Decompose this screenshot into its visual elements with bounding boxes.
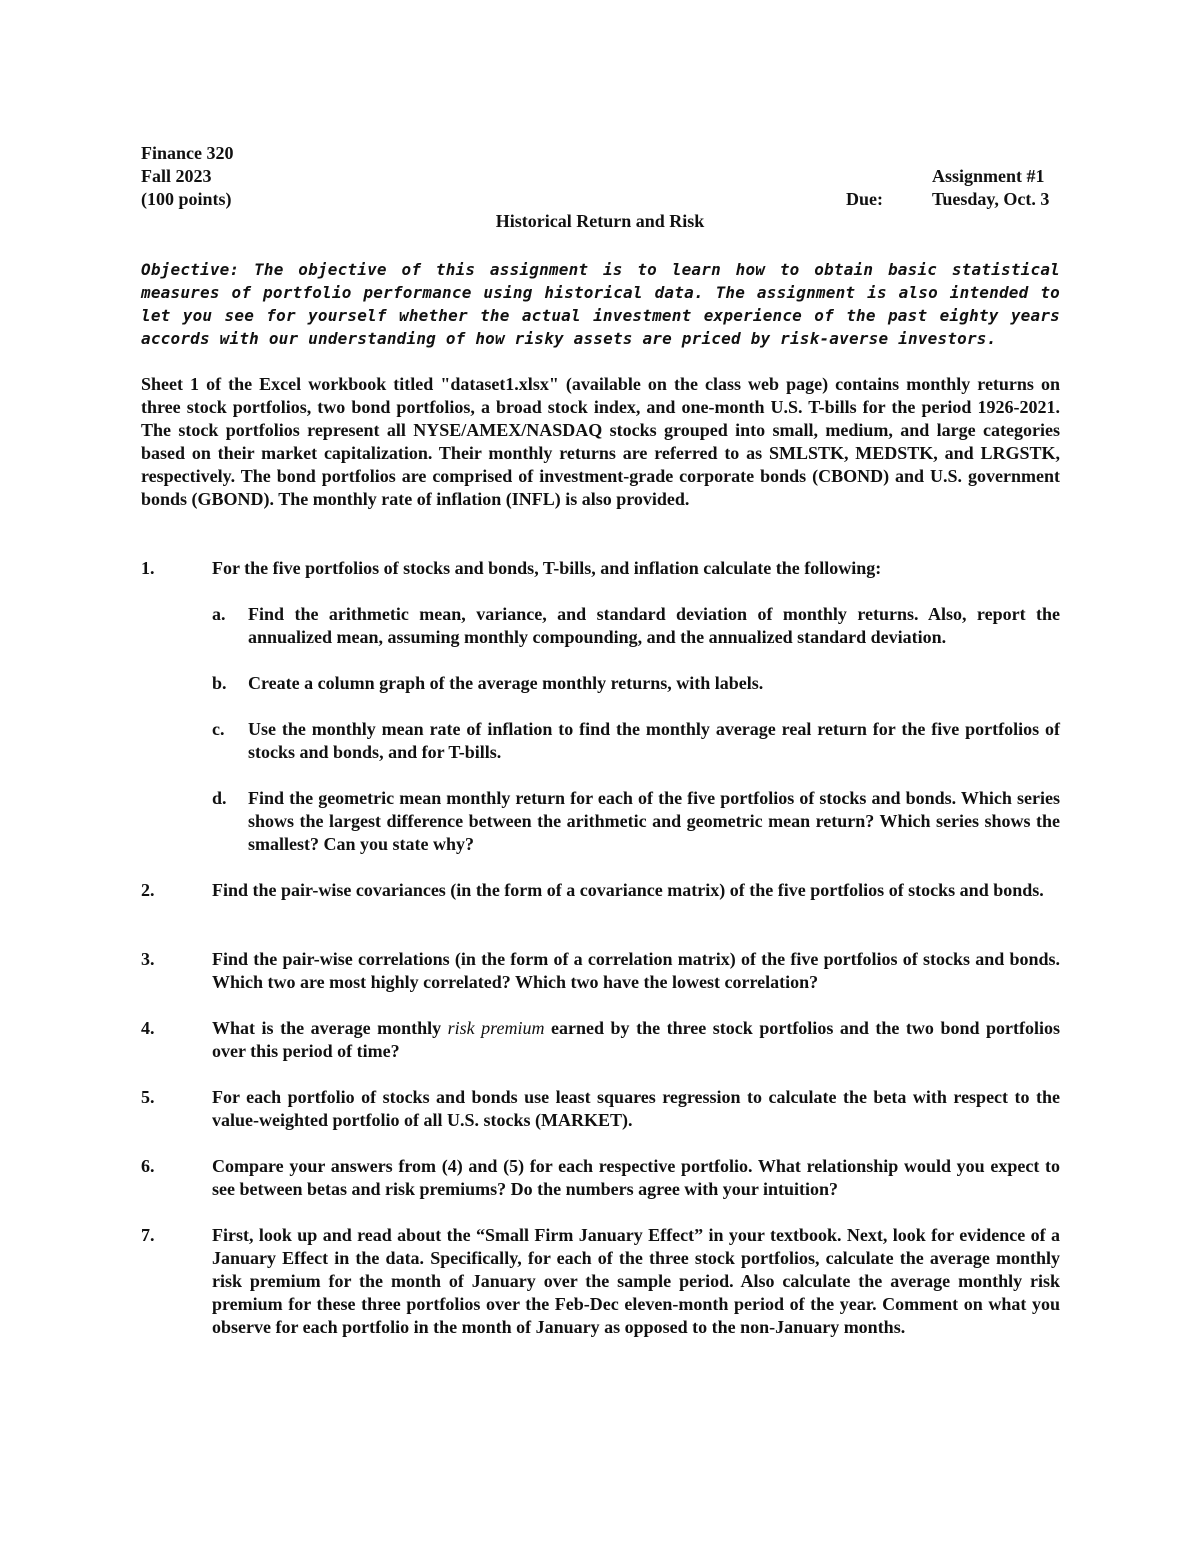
item-text: What is the average monthly risk premium earned by the three stock portfolios and the two bond portfolios over this period of time?	[212, 1018, 1061, 1061]
item-number: 5.	[141, 1087, 155, 1107]
points: (100 points)	[141, 189, 232, 209]
item-text: Find the pair-wise covariances (in the form of a covariance matrix) of the five portfolios of stocks and bonds.	[212, 880, 1044, 900]
assignment-number: Assignment #1	[932, 166, 1045, 186]
sub-item-letter: b.	[212, 673, 227, 693]
sub-item-letter: c.	[212, 719, 225, 739]
sub-item-text: Find the arithmetic mean, variance, and standard deviation of monthly returns. Also, report the annualized mean, assuming monthly compounding, and the annualized standard deviation.	[248, 604, 1060, 647]
intro-paragraph: Sheet 1 of the Excel workbook titled "dataset1.xlsx" (available on the class web page) contains monthly returns on three stock portfolios, two bond portfolios, a broad stock index, and one-month U.S. T-bills for the period 1926-2021. The stock portfolios represent all NYSE/AMEX/NASDAQ stocks grouped into small, medium, and large categories based on their market capitalization. Their monthly returns are referred to as SMLSTK, MEDSTK, and LRGSTK, respectively. The bond portfolios are comprised of investment-grade corporate bonds (CBOND) and U.S. government bonds (GBOND). The monthly rate of inflation (INFL) is also provided.	[141, 374, 1060, 509]
item-number: 7.	[141, 1225, 155, 1245]
item-number: 4.	[141, 1018, 155, 1038]
item-text: For each portfolio of stocks and bonds use least squares regression to calculate the beta with respect to the value-weighted portfolio of all U.S. stocks (MARKET).	[212, 1087, 1060, 1130]
sub-item-letter: a.	[212, 604, 226, 624]
item-text: Compare your answers from (4) and (5) for each respective portfolio. What relationship would you expect to see between betas and risk premiums? Do the numbers agree with your intuition?	[212, 1156, 1060, 1199]
item-number: 1.	[141, 558, 155, 578]
page-title: Historical Return and Risk	[495, 211, 705, 231]
sub-item-text: Use the monthly mean rate of inflation to find the monthly average real return for the five portfolios of stocks and bonds, and for T-bills.	[248, 719, 1060, 762]
item-number: 6.	[141, 1156, 155, 1176]
item-text: Find the pair-wise correlations (in the form of a correlation matrix) of the five portfolios of stocks and bonds. Which two are most highly correlated? Which two have the lowest correlation?	[212, 949, 1060, 992]
item-number: 3.	[141, 949, 155, 969]
objective-paragraph: Objective: The objective of this assignment is to learn how to obtain basic statistical measures of portfolio performance using historical data. The assignment is also intended to let you see for yourself whether the actual investment experience of the past eighty years accords with our understanding of how risky assets are priced by risk-averse investors.	[141, 260, 1060, 348]
sub-item-letter: d.	[212, 788, 227, 808]
due-date: Tuesday, Oct. 3	[932, 189, 1050, 209]
risk-premium-emphasis: risk premium	[447, 1018, 545, 1038]
due-label: Due:	[846, 189, 883, 209]
item-text: First, look up and read about the “Small Firm January Effect” in your textbook. Next, look for evidence of a January Effect in the data. Specifically, for each of the three stock portfolios, calculate the average monthly risk premium for the month of January over the sample period. Also calculate the average monthly risk premium for these three portfolios over the Feb-Dec eleven-month period of the year. Comment on what you observe for each portfolio in the month of January as opposed to the non-January months.	[212, 1225, 1060, 1337]
term: Fall 2023	[141, 166, 212, 186]
course-name: Finance 320	[141, 143, 234, 163]
item-number: 2.	[141, 880, 155, 900]
sub-item-text: Find the geometric mean monthly return for each of the five portfolios of stocks and bonds. Which series shows the largest difference between the arithmetic and geometric mean return? Which series shows the smallest? Can you state why?	[248, 788, 1060, 854]
item-text: For the five portfolios of stocks and bonds, T-bills, and inflation calculate the following:	[212, 558, 882, 578]
sub-item-text: Create a column graph of the average monthly returns, with labels.	[248, 673, 764, 693]
